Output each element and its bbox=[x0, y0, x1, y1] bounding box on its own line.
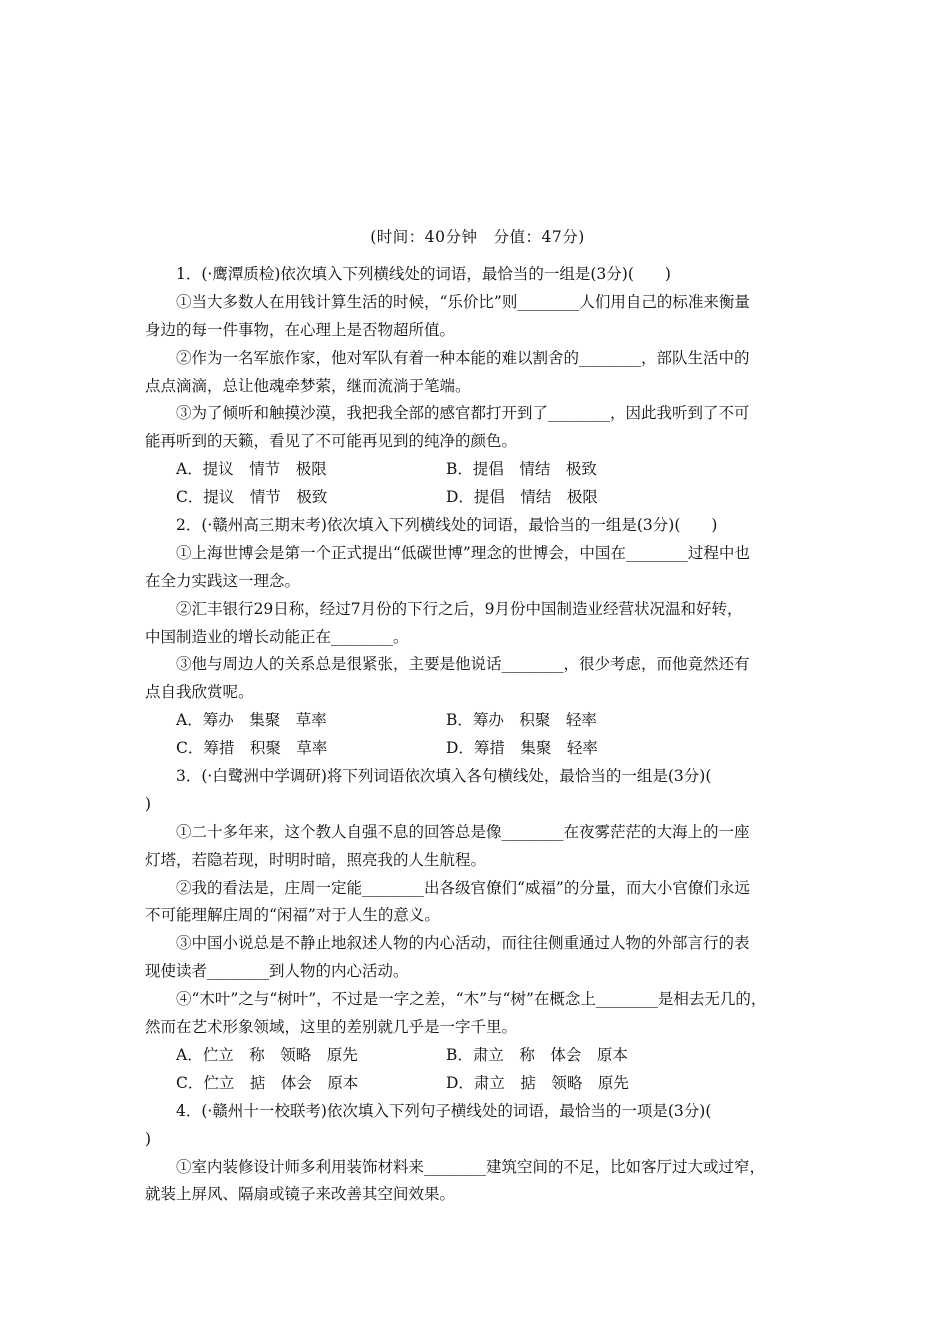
sentence-2-cont: 中国制造业的增长动能正在________。 bbox=[145, 627, 409, 646]
sentence-4: ④“木叶”之与“树叶”，不过是一字之差，“木”与“树”在概念上________是相去无几的， bbox=[176, 990, 767, 1009]
options-row bbox=[145, 456, 810, 484]
sentence-3-cont: 现使读者________到人物的内心活动。 bbox=[145, 962, 409, 981]
time-score-header: (时间：40分钟 分值：47分) bbox=[370, 228, 585, 246]
sentence-1: ①当大多数人在用钱计算生活的时候，“乐价比”则________人们用自己的标准来衡量 bbox=[176, 292, 750, 311]
option-c: C．伫立 掂 体会 原本 bbox=[176, 1073, 359, 1092]
options-row bbox=[145, 1042, 810, 1070]
option-b: B．筹办 积聚 轻率 bbox=[446, 711, 597, 730]
sentence-3-cont: 能再听到的天籁，看见了不可能再见到的纯净的颜色。 bbox=[145, 432, 518, 451]
options-row bbox=[145, 707, 810, 735]
sentence-3: ③他与周边人的关系总是很紧张，主要是他说话________，很少考虑，而他竟然还有 bbox=[176, 655, 750, 674]
sentence-1: ①上海世博会是第一个正式提出“低碳世博”理念的世博会，中国在________过程中也 bbox=[176, 543, 750, 562]
sentence-1-cont: 在全力实践这一理念。 bbox=[145, 571, 301, 590]
sentence-2: ②我的看法是，庄周一定能________出各级官僚们“威福”的分量，而大小官僚们永远 bbox=[176, 878, 750, 897]
option-a: A．提议 情节 极限 bbox=[176, 460, 327, 479]
sentence-1: ①二十多年来，这个教人自强不息的回答总是像________在夜雾茫茫的大海上的一座 bbox=[176, 822, 750, 841]
options-row bbox=[145, 735, 810, 763]
option-a: A．伫立 称 领略 原先 bbox=[176, 1045, 358, 1064]
question-stem: 2．(·赣州高三期末考)依次填入下列横线处的词语，最恰当的一组是(3分)( ) bbox=[176, 516, 718, 535]
sentence-1: ①室内装修设计师多利用装饰材料来________建筑空间的不足，比如客厅过大或过窄， bbox=[176, 1157, 766, 1176]
question-stem: 3．(·白鹭洲中学调研)将下列词语依次填入各句横线处，最恰当的一组是(3分)( bbox=[176, 767, 712, 786]
option-c: C．筹措 积聚 草率 bbox=[176, 739, 328, 758]
question-3 bbox=[145, 763, 810, 1098]
sentence-2: ②作为一名军旅作家，他对军队有着一种本能的难以割舍的________，部队生活中的 bbox=[176, 348, 750, 367]
sentence-3: ③为了倾听和触摸沙漠，我把我全部的感官都打开到了________，因此我听到了不可 bbox=[176, 404, 750, 423]
question-stem-cont: ) bbox=[145, 1129, 152, 1148]
question-stem-cont: ) bbox=[145, 794, 152, 813]
options-row bbox=[145, 1070, 810, 1098]
question-2 bbox=[145, 512, 810, 763]
sentence-1-cont: 就装上屏风、隔扇或镜子来改善其空间效果。 bbox=[145, 1185, 456, 1204]
option-d: D．肃立 掂 领略 原先 bbox=[446, 1073, 629, 1092]
sentence-2-cont: 点点滴滴，总让他魂牵梦萦，继而流淌于笔端。 bbox=[145, 376, 471, 395]
sentence-2: ②汇丰银行29日称，经过7月份的下行之后，9月份中国制造业经营状况温和好转， bbox=[176, 599, 743, 618]
question-1 bbox=[145, 261, 810, 512]
option-d: D．提倡 情结 极限 bbox=[446, 488, 598, 507]
question-4 bbox=[145, 1098, 810, 1210]
option-c: C．提议 情节 极致 bbox=[176, 488, 328, 507]
sentence-4-cont: 然而在艺术形象领域，这里的差别就几乎是一字千里。 bbox=[145, 1018, 518, 1037]
sentence-1-cont: 身边的每一件事物，在心理上是否物超所值。 bbox=[145, 320, 456, 339]
option-d: D．筹措 集聚 轻率 bbox=[446, 739, 598, 758]
question-stem: 1．(·鹰潭质检)依次填入下列横线处的词语，最恰当的一组是(3分)( ) bbox=[176, 265, 671, 283]
question-stem: 4．(·赣州十一校联考)依次填入下列句子横线处的词语，最恰当的一项是(3分)( bbox=[176, 1101, 712, 1120]
sentence-2-cont: 不可能理解庄周的“闲福”对于人生的意义。 bbox=[145, 906, 440, 925]
exam-page bbox=[145, 223, 810, 1209]
sentence-1-cont: 灯塔，若隐若现，时明时暗，照亮我的人生航程。 bbox=[145, 850, 487, 869]
option-b: B．提倡 情结 极致 bbox=[446, 460, 597, 479]
options-row bbox=[145, 484, 810, 512]
option-b: B．肃立 称 体会 原本 bbox=[446, 1045, 628, 1064]
option-a: A．筹办 集聚 草率 bbox=[176, 711, 327, 730]
sentence-3: ③中国小说总是不静止地叙述人物的内心活动，而往往侧重通过人物的外部言行的表 bbox=[176, 934, 750, 953]
sentence-3-cont: 点自我欣赏呢。 bbox=[145, 683, 254, 702]
